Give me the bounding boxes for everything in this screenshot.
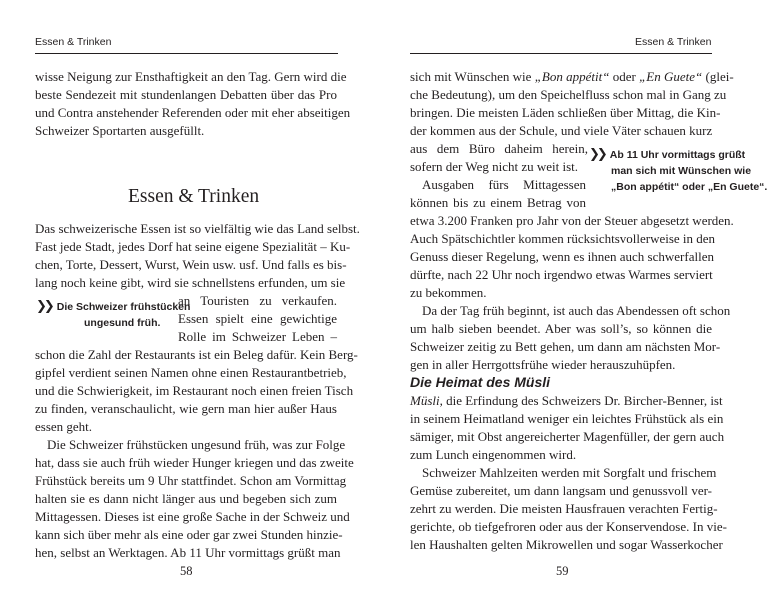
text-line: kann sich über mehr als eine oder gar zwei Stunden hinzie- [35, 527, 343, 542]
callout-line: ❯❯ Die Schweizer frühstücken [36, 298, 191, 313]
page-number: 59 [556, 564, 569, 578]
chapter-title: Essen & Trinken [128, 186, 260, 207]
text-line: hat, dass sie auch früh wieder Hunger kriegen und das zweite [35, 455, 354, 470]
text-line: sofern der Weg nicht zu weit ist. [410, 159, 579, 174]
text-line: Da der Tag früh beginnt, ist auch das Abendessen oft schon [422, 303, 731, 318]
callout-line: man sich mit Wünschen wie [611, 165, 752, 177]
text-line: hen, selbst an Werktagen. Ab 11 Uhr vormittags grüßt man [35, 545, 341, 560]
text-line: Essen spielt eine gewichtige [178, 311, 337, 326]
text-line: an Touristen zu verkaufen. [178, 293, 337, 308]
text-line: gerichte, ob tiefgefroren oder aus der Konservendose. In vie- [410, 519, 727, 534]
text-line: in seinem Heimatland weniger ein leichtes Frühstück als ein [410, 411, 724, 426]
text-line: und die Schwierigkeit, im Restaurant noch einen freien Tisch [35, 383, 354, 398]
callout-line: ❯❯ Ab 11 Uhr vormittags grüßt [589, 146, 746, 161]
text-line: gen in aller Herrgottsfrühe wieder herauszuhüpfen. [410, 357, 676, 372]
text-line: essen geht. [35, 419, 93, 434]
text-line: wisse Neigung zur Ensthaftigkeit an den Tag. Gern wird die [35, 69, 347, 84]
running-head: Essen & Trinken [35, 36, 112, 48]
text-line: um halb sieben beendet. Aber was soll’s, so können die [410, 321, 712, 336]
callout-line: ungesund früh. [84, 317, 161, 329]
text-line: Ausgaben fürs Mittagessen [422, 177, 586, 192]
text-line: Auch Spätschichtler kommen rücksichtsvollerweise in den [410, 231, 716, 246]
text-line: aus dem Büro daheim herein, [410, 141, 588, 156]
text-line: Frühstück bereits um 9 Uhr stattfindet. Schon am Vormittag [35, 473, 347, 488]
text-line: Fast jede Stadt, jedes Dorf hat seine eigene Spezialität – Ku- [35, 239, 351, 254]
margin-callout [589, 146, 767, 195]
text-line: sich mit Wünschen wie „Bon appétit“ oder „En Guete“ (glei- [410, 69, 734, 84]
text-line: gipfel verdient seinen Namen ohne einen Restaurantbetrieb, [35, 365, 347, 380]
text-line: und Contra anstehender Referenden oder mit eher abseitigen [35, 105, 351, 120]
text-line: schon die Zahl der Restaurants ist ein Beleg dafür. Kein Berg- [35, 347, 358, 362]
section-subheading: Die Heimat des Müsli [410, 374, 551, 390]
text-line: Schweizer Mahlzeiten werden mit Sorgfalt und frischem [422, 465, 717, 480]
text-line: len Haushalten gelten Mikrowellen und sogar Wasserkocher [410, 537, 723, 552]
text-line: Die Schweizer frühstücken ungesund früh, was zur Folge [47, 437, 346, 452]
callout-line: „Bon appétit“ oder „En Guete“. [611, 181, 767, 193]
text-line: etwa 3.200 Franken pro Jahr von der Steuer abgesetzt werden. [410, 213, 734, 228]
text-line: bringen. Die meisten Läden schließen über Mittag, die Kin- [410, 105, 721, 120]
text-line: chen, Torte, Dessert, Wurst, Wein usw. usf. Und falls es bis- [35, 257, 347, 272]
text-line: dürfte, nach 22 Uhr noch irgendwo etwas Warmes serviert [410, 267, 713, 282]
text-line: Schweizer zeitig zu Bett gehen, um dann am nächsten Mor- [410, 339, 721, 354]
header-rule [35, 53, 338, 54]
text-line: zehrt zu werden. Die meisten Hausfrauen verachten Fertig- [410, 501, 718, 516]
double-chevron-icon: ❯❯ [36, 298, 52, 313]
text-line: Schweizer Sportarten ausgefüllt. [35, 123, 205, 138]
text-line: Rolle im Schweizer Leben – [178, 329, 337, 344]
right-page [375, 0, 767, 607]
margin-callout [36, 298, 190, 331]
text-line: zum Lunch eingenommen wird. [410, 447, 577, 462]
text-line: Mittagessen. Dieses ist eine große Sache in der Schweiz und [35, 509, 350, 524]
text-line: der kommen aus der Schule, und viele Väter schauen kurz [410, 123, 713, 138]
text-line: sämiger, mit Obst angereicherter Magenfüller, der gern auch [410, 429, 725, 444]
text-line: lang noch keine gibt, wird sie schnellstens erfunden, um sie [35, 275, 346, 290]
text-line: zu bekommen. [410, 285, 487, 300]
double-chevron-icon: ❯❯ [589, 146, 605, 161]
text-line: Gemüse zubereitet, um dann langsam und genussvoll ver- [410, 483, 712, 498]
header-rule [410, 53, 712, 54]
text-line: Müsli, die Erfindung des Schweizers Dr. Bircher-Benner, ist [410, 393, 723, 408]
text-line: Genuss dieser Regelung, wenn es ihnen auch schwerfallen [410, 249, 714, 264]
text-line: Das schweizerische Essen ist so vielfältig wie das Land selbst. [35, 221, 360, 236]
text-line: beste Sendezeit mit stundenlangen Debatten über das Pro [35, 87, 337, 102]
page-number: 58 [180, 564, 193, 578]
running-head: Essen & Trinken [635, 36, 712, 48]
text-line: che Bedeutung), um den Speichelfluss schon mal in Gang zu [410, 87, 727, 102]
left-page [0, 0, 375, 607]
text-line: halten sie es dann nicht länger aus und begeben sich zum [35, 491, 337, 506]
text-line: zu finden, veranschaulicht, wie gern man hier außer Haus [35, 401, 337, 416]
text-line: können bis zu einem Betrag von [410, 195, 586, 210]
